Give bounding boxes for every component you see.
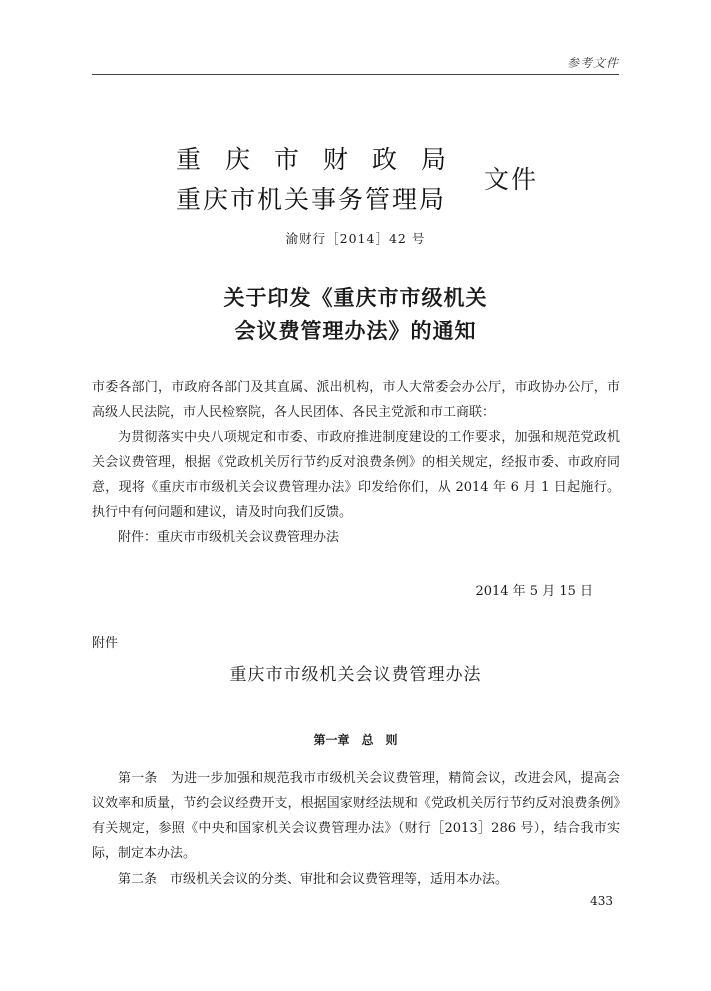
article-2: 第二条 市级机关会议的分类、审批和会议费管理等，适用本办法。 (118, 872, 509, 887)
notice-title-line-2: 会议费管理办法》的通知 (234, 318, 477, 343)
document-word: 文件 (484, 165, 539, 194)
header-rule (92, 74, 619, 75)
attachment-note: 附件：重庆市市级机关会议费管理办法 (118, 530, 340, 545)
attachment-label: 附件 (92, 636, 119, 651)
attachment-title: 重庆市市级机关会议费管理办法 (229, 665, 482, 685)
recipients-paragraph: 市委各部门，市政府各部门及其直属、派出机构，市人大常委会办公厅，市政协办公厅，市高级人民法院，市人民检察院，各人民团体、各民主党派和市工商联： (92, 380, 620, 420)
issuer-affairs-bureau: 重庆市机关事务管理局 (176, 185, 447, 214)
header-tag: 参考文件 (566, 56, 619, 70)
issue-date: 2014 年 5 月 15 日 (475, 584, 593, 599)
notice-title-line-1: 关于印发《重庆市市级机关 (223, 285, 488, 310)
page-number: 433 (590, 894, 613, 908)
document-number: 渝财行［2014］42 号 (285, 231, 426, 246)
chapter-heading: 第一章 总 则 (313, 733, 398, 747)
article-1: 第一条 为进一步加强和规范我市市级机关会议费管理，精简会议，改进会风，提高会议效率和质量，节约会议经费开支，根据国家财经法规和《党政机关厉行节约反对浪费条例》有关规定，参照《中央和国家机关会议费管理办法》（财行［2013］286 号），结合我市实际，制定本办法。 (92, 771, 620, 861)
notice-body-paragraph: 为贯彻落实中央八项规定和市委、市政府推进制度建设的工作要求，加强和规范党政机关会议费管理，根据《党政机关厉行节约反对浪费条例》的相关规定，经报市委、市政府同意，现将《重庆市市级机关会议费管理办法》印发给你们，从 2014 年 6 月 1 日起施行。执行中有何问题和建议，请及时向我们反馈。 (92, 430, 620, 520)
issuer-finance-bureau: 重庆市财政局 (176, 145, 471, 174)
